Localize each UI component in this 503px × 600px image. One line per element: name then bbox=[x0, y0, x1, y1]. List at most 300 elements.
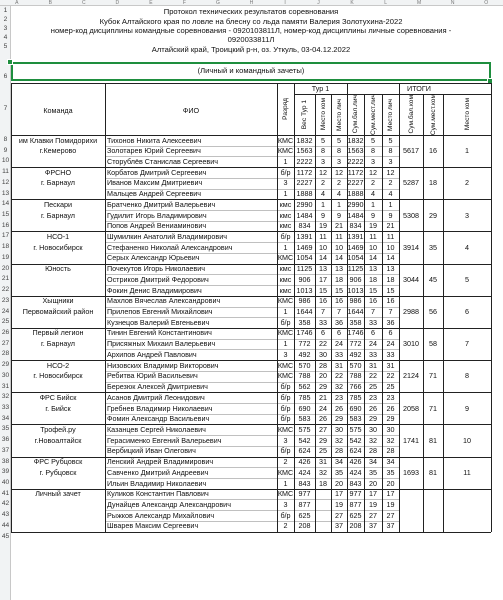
team-city[interactable]: г. Барнаул bbox=[41, 339, 75, 349]
participant-final-place[interactable]: 11 bbox=[386, 231, 395, 241]
participant-sum-points[interactable]: 766 bbox=[349, 382, 362, 392]
row-number[interactable]: 37 bbox=[1, 446, 10, 454]
participant-sum-places[interactable]: 13 bbox=[369, 264, 377, 274]
team-place[interactable]: 11 bbox=[463, 467, 471, 477]
participant-sum-places[interactable]: 20 bbox=[369, 478, 377, 488]
participant-rank[interactable]: б/р bbox=[280, 231, 291, 241]
participant-name[interactable]: Архипов Андрей Павлович bbox=[107, 349, 197, 359]
team-name[interactable]: Юность bbox=[45, 264, 71, 274]
participant-sum-places[interactable]: 24 bbox=[369, 339, 377, 349]
column-letter[interactable]: J bbox=[317, 0, 320, 5]
participant-sum-points[interactable]: 2990 bbox=[347, 199, 364, 209]
row-number[interactable]: 17 bbox=[1, 232, 10, 240]
team-sum-places[interactable]: 45 bbox=[429, 274, 437, 284]
column-letter[interactable]: B bbox=[48, 0, 52, 5]
participant-weight[interactable]: 788 bbox=[298, 371, 311, 381]
team-city[interactable]: г. Барнаул bbox=[41, 178, 75, 188]
row-number[interactable]: 6 bbox=[3, 73, 8, 80]
team-sum-places[interactable]: 16 bbox=[429, 146, 437, 156]
row-number[interactable]: 4 bbox=[3, 34, 8, 41]
participant-sum-places[interactable]: 11 bbox=[369, 231, 377, 241]
cell-selection[interactable] bbox=[11, 62, 491, 81]
participant-name[interactable]: Мальцев Андрей Сергеевич bbox=[107, 189, 202, 199]
participant-final-place[interactable]: 17 bbox=[386, 489, 395, 499]
team-place[interactable]: 8 bbox=[465, 371, 469, 381]
row-number[interactable]: 44 bbox=[1, 521, 10, 529]
participant-rank[interactable]: 2 bbox=[283, 457, 288, 467]
row-number[interactable]: 21 bbox=[1, 275, 10, 283]
participant-name[interactable]: Фокин Денис Владимирович bbox=[107, 285, 202, 295]
participant-name[interactable]: Савченко Дмитрий Андреевич bbox=[107, 467, 209, 477]
participant-sum-places[interactable]: 8 bbox=[371, 146, 375, 156]
participant-final-place[interactable]: 16 bbox=[386, 296, 395, 306]
team-sum-places[interactable]: 56 bbox=[429, 307, 437, 317]
team-sum-points[interactable]: 3914 bbox=[403, 242, 419, 252]
participant-team-place[interactable]: 28 bbox=[319, 360, 327, 370]
selection-handle[interactable] bbox=[7, 59, 13, 65]
team-place[interactable]: 6 bbox=[465, 307, 469, 317]
participant-rank[interactable]: кмс bbox=[279, 285, 292, 295]
participant-sum-points[interactable]: 1484 bbox=[347, 210, 364, 220]
participant-sum-points[interactable]: 788 bbox=[349, 371, 362, 381]
participant-sum-points[interactable]: 1832 bbox=[347, 135, 364, 145]
participant-weight[interactable]: 977 bbox=[298, 489, 311, 499]
participant-team-place[interactable]: 21 bbox=[319, 392, 327, 402]
participant-name[interactable]: Герасименко Евгений Валерьевич bbox=[107, 435, 222, 445]
row-number[interactable]: 24 bbox=[1, 307, 10, 315]
row-number[interactable]: 8 bbox=[3, 136, 8, 143]
participant-rank[interactable]: КМС bbox=[277, 360, 294, 370]
participant-final-place[interactable]: 25 bbox=[386, 382, 395, 392]
participant-sum-points[interactable]: 624 bbox=[349, 446, 362, 456]
participant-weight[interactable]: 426 bbox=[298, 457, 311, 467]
participant-sum-points[interactable]: 1013 bbox=[347, 285, 364, 295]
participant-personal-place[interactable]: 32 bbox=[335, 382, 343, 392]
row-number[interactable]: 45 bbox=[1, 532, 10, 540]
participant-rank[interactable]: б/р bbox=[280, 317, 291, 327]
participant-weight[interactable]: 877 bbox=[298, 499, 311, 509]
team-name[interactable]: ФРСНО bbox=[44, 167, 72, 177]
row-number[interactable]: 25 bbox=[1, 318, 10, 326]
participant-name[interactable]: Ленский Андрей Владимирович bbox=[107, 457, 214, 467]
participant-team-place[interactable]: 1 bbox=[321, 199, 325, 209]
participant-sum-places[interactable]: 18 bbox=[369, 274, 377, 284]
participant-rank[interactable]: б/р bbox=[280, 167, 291, 177]
team-sum-points[interactable]: 3010 bbox=[403, 339, 419, 349]
participant-rank[interactable]: 1 bbox=[283, 339, 288, 349]
participant-team-place[interactable]: 29 bbox=[319, 382, 327, 392]
participant-sum-places[interactable]: 31 bbox=[369, 360, 377, 370]
participant-rank[interactable]: 3 bbox=[283, 499, 288, 509]
participant-weight[interactable]: 1888 bbox=[296, 189, 313, 199]
participant-rank[interactable]: кмс bbox=[279, 274, 292, 284]
participant-rank[interactable]: б/р bbox=[280, 446, 291, 456]
participant-team-place[interactable]: 2 bbox=[321, 178, 325, 188]
participant-sum-places[interactable]: 6 bbox=[371, 328, 375, 338]
participant-personal-place[interactable]: 29 bbox=[335, 414, 343, 424]
participant-weight[interactable]: 562 bbox=[298, 382, 311, 392]
row-number[interactable]: 40 bbox=[1, 479, 10, 487]
participant-sum-points[interactable]: 625 bbox=[349, 510, 362, 520]
participant-personal-place[interactable]: 9 bbox=[337, 210, 341, 220]
participant-personal-place[interactable]: 24 bbox=[335, 339, 343, 349]
participant-rank[interactable]: 3 bbox=[283, 349, 288, 359]
participant-rank[interactable]: б/р bbox=[280, 510, 291, 520]
row-number[interactable]: 20 bbox=[1, 264, 10, 272]
participant-personal-place[interactable]: 27 bbox=[335, 510, 343, 520]
participant-sum-points[interactable]: 1746 bbox=[347, 328, 364, 338]
participant-weight[interactable]: 1832 bbox=[296, 135, 313, 145]
row-number[interactable]: 32 bbox=[1, 393, 10, 401]
row-number[interactable]: 27 bbox=[1, 339, 10, 347]
participant-name[interactable]: Попов Андрей Вениаминович bbox=[107, 221, 207, 231]
participant-name[interactable]: Кузнецов Валерий Евгеньевич bbox=[107, 317, 210, 327]
participant-weight[interactable]: 843 bbox=[298, 478, 311, 488]
participant-weight[interactable]: 424 bbox=[298, 467, 311, 477]
participant-final-place[interactable]: 34 bbox=[386, 457, 395, 467]
row-number[interactable]: 10 bbox=[1, 157, 10, 165]
participant-rank[interactable]: КМС bbox=[277, 253, 294, 263]
participant-sum-places[interactable]: 3 bbox=[371, 156, 375, 166]
row-number[interactable]: 18 bbox=[1, 243, 10, 251]
participant-final-place[interactable]: 24 bbox=[386, 339, 395, 349]
participant-rank[interactable]: 1 bbox=[283, 189, 288, 199]
participant-weight[interactable]: 1172 bbox=[296, 167, 313, 177]
participant-sum-places[interactable]: 28 bbox=[369, 446, 377, 456]
team-city[interactable]: г. Барнаул bbox=[41, 210, 75, 220]
participant-weight[interactable]: 2227 bbox=[296, 178, 313, 188]
team-city[interactable]: г. Новосибирск bbox=[33, 242, 83, 252]
row-number[interactable]: 11 bbox=[2, 168, 9, 176]
participant-sum-points[interactable]: 2222 bbox=[347, 156, 364, 166]
participant-team-place[interactable]: 14 bbox=[319, 253, 327, 263]
participant-personal-place[interactable]: 22 bbox=[335, 371, 343, 381]
participant-sum-points[interactable]: 583 bbox=[349, 414, 362, 424]
team-city[interactable]: г. Бийск bbox=[45, 403, 71, 413]
participant-name[interactable]: Фомин Александр Васильевич bbox=[107, 414, 210, 424]
row-number[interactable]: 42 bbox=[1, 500, 10, 508]
participant-personal-place[interactable]: 2 bbox=[337, 178, 341, 188]
team-name[interactable]: Личный зачет bbox=[35, 489, 81, 499]
participant-weight[interactable]: 1054 bbox=[296, 253, 313, 263]
participant-sum-points[interactable]: 1469 bbox=[347, 242, 364, 252]
row-number[interactable]: 33 bbox=[1, 404, 10, 411]
row-number[interactable]: 35 bbox=[1, 425, 10, 433]
participant-rank[interactable]: б/р bbox=[280, 392, 291, 402]
participant-team-place[interactable]: 33 bbox=[319, 317, 327, 327]
participant-final-place[interactable]: 7 bbox=[388, 307, 393, 317]
participant-weight[interactable]: 906 bbox=[298, 274, 311, 284]
row-number[interactable]: 12 bbox=[1, 178, 10, 186]
row-number[interactable]: 22 bbox=[1, 286, 10, 294]
participant-final-place[interactable]: 14 bbox=[386, 253, 395, 263]
team-place[interactable]: 7 bbox=[465, 339, 469, 349]
participant-sum-points[interactable]: 575 bbox=[349, 424, 362, 434]
team-sum-points[interactable]: 1693 bbox=[403, 467, 419, 477]
participant-final-place[interactable]: 2 bbox=[388, 178, 393, 188]
participant-personal-place[interactable]: 35 bbox=[335, 467, 343, 477]
participant-name[interactable]: Сторублёв Станислав Сергеевич bbox=[107, 156, 218, 166]
participant-team-place[interactable]: 5 bbox=[321, 135, 325, 145]
team-place[interactable]: 4 bbox=[465, 242, 469, 252]
participant-personal-place[interactable]: 6 bbox=[337, 328, 341, 338]
participant-personal-place[interactable]: 3 bbox=[337, 156, 341, 166]
participant-sum-places[interactable]: 33 bbox=[369, 349, 377, 359]
row-number[interactable]: 3 bbox=[3, 25, 8, 32]
participant-sum-points[interactable]: 843 bbox=[349, 478, 362, 488]
participant-weight[interactable]: 785 bbox=[298, 392, 311, 402]
participant-personal-place[interactable]: 7 bbox=[337, 307, 341, 317]
participant-rank[interactable]: КМС bbox=[277, 328, 294, 338]
participant-weight[interactable]: 2222 bbox=[296, 156, 313, 166]
participant-team-place[interactable]: 11 bbox=[319, 231, 327, 241]
team-place[interactable]: 1 bbox=[465, 146, 469, 156]
participant-weight[interactable]: 834 bbox=[298, 221, 311, 231]
participant-name[interactable]: Прилепов Евгений Михайлович bbox=[107, 307, 213, 317]
participant-name[interactable]: Корбатов Дмитрий Сергеевич bbox=[107, 167, 207, 177]
participant-weight[interactable]: 1484 bbox=[296, 210, 313, 220]
participant-sum-places[interactable]: 1 bbox=[371, 199, 375, 209]
row-number[interactable]: 7 bbox=[3, 105, 8, 112]
participant-sum-points[interactable]: 877 bbox=[349, 499, 362, 509]
participant-final-place[interactable]: 9 bbox=[388, 210, 393, 220]
participant-personal-place[interactable]: 16 bbox=[335, 296, 343, 306]
team-sum-places[interactable]: 71 bbox=[429, 403, 437, 413]
participant-name[interactable]: Казанцев Сергей Николаевич bbox=[107, 424, 206, 434]
team-sum-places[interactable]: 29 bbox=[429, 210, 437, 220]
participant-personal-place[interactable]: 32 bbox=[335, 435, 343, 445]
participant-team-place[interactable]: 29 bbox=[319, 435, 327, 445]
participant-sum-points[interactable]: 1125 bbox=[347, 264, 364, 274]
participant-name[interactable]: Остриков Дмитрий Федорович bbox=[107, 274, 209, 284]
column-letter[interactable]: C bbox=[82, 0, 86, 5]
participant-weight[interactable]: 542 bbox=[298, 435, 311, 445]
row-number[interactable]: 19 bbox=[1, 253, 10, 261]
participant-rank[interactable]: 2 bbox=[283, 521, 288, 531]
participant-team-place[interactable]: 25 bbox=[319, 446, 327, 456]
team-sum-points[interactable]: 2058 bbox=[403, 403, 419, 413]
participant-final-place[interactable]: 35 bbox=[386, 467, 395, 477]
column-letter[interactable]: E bbox=[149, 0, 153, 5]
participant-name[interactable]: Вербицкий Иван Олегович bbox=[107, 446, 196, 456]
participant-team-place[interactable]: 13 bbox=[319, 264, 327, 274]
participant-rank[interactable]: 3 bbox=[283, 435, 288, 445]
participant-team-place[interactable]: 16 bbox=[319, 296, 327, 306]
participant-sum-places[interactable]: 16 bbox=[369, 296, 377, 306]
participant-sum-places[interactable]: 35 bbox=[369, 467, 377, 477]
row-number[interactable]: 5 bbox=[3, 43, 8, 50]
participant-team-place[interactable]: 27 bbox=[319, 424, 327, 434]
participant-final-place[interactable]: 5 bbox=[388, 135, 393, 145]
row-number[interactable]: 14 bbox=[1, 200, 10, 208]
team-sum-places[interactable]: 35 bbox=[429, 242, 437, 252]
row-number[interactable]: 38 bbox=[1, 457, 10, 465]
row-number[interactable]: 28 bbox=[1, 350, 10, 358]
participant-personal-place[interactable]: 11 bbox=[335, 231, 343, 241]
participant-team-place[interactable]: 12 bbox=[319, 167, 327, 177]
participant-personal-place[interactable]: 33 bbox=[335, 349, 343, 359]
participant-personal-place[interactable]: 4 bbox=[337, 189, 341, 199]
participant-weight[interactable]: 358 bbox=[298, 317, 311, 327]
row-number[interactable]: 43 bbox=[1, 511, 10, 519]
participant-final-place[interactable]: 31 bbox=[386, 360, 395, 370]
participant-sum-places[interactable]: 10 bbox=[369, 242, 377, 252]
participant-sum-places[interactable]: 26 bbox=[369, 403, 377, 413]
participant-name[interactable]: Рыжков Александр Михайлович bbox=[107, 510, 215, 520]
participant-team-place[interactable]: 20 bbox=[319, 371, 327, 381]
participant-final-place[interactable]: 22 bbox=[386, 371, 395, 381]
participant-final-place[interactable]: 6 bbox=[388, 328, 393, 338]
participant-sum-places[interactable]: 15 bbox=[369, 285, 377, 295]
participant-personal-place[interactable]: 21 bbox=[335, 221, 343, 231]
column-letter[interactable]: K bbox=[350, 0, 354, 5]
participant-sum-places[interactable]: 14 bbox=[369, 253, 377, 263]
participant-name[interactable]: Махлов Вячеслав Александрович bbox=[107, 296, 221, 306]
participant-sum-places[interactable]: 9 bbox=[371, 210, 375, 220]
team-place[interactable]: 3 bbox=[465, 210, 469, 220]
participant-personal-place[interactable]: 26 bbox=[335, 403, 343, 413]
participant-personal-place[interactable]: 17 bbox=[335, 489, 343, 499]
participant-name[interactable]: Тихонов Никита Алексеевич bbox=[107, 135, 202, 145]
participant-sum-places[interactable]: 2 bbox=[371, 178, 375, 188]
participant-weight[interactable]: 1469 bbox=[296, 242, 313, 252]
participant-name[interactable]: Куликов Константин Павлович bbox=[107, 489, 209, 499]
participant-rank[interactable]: б/р bbox=[280, 414, 291, 424]
participant-sum-points[interactable]: 1644 bbox=[347, 307, 364, 317]
participant-rank[interactable]: КМС bbox=[277, 371, 294, 381]
team-sum-points[interactable]: 5617 bbox=[403, 146, 419, 156]
team-sum-points[interactable]: 5308 bbox=[403, 210, 419, 220]
participant-sum-places[interactable]: 32 bbox=[369, 435, 377, 445]
participant-team-place[interactable]: 26 bbox=[319, 414, 327, 424]
team-name[interactable]: Хыщники bbox=[42, 296, 74, 306]
participant-rank[interactable]: 1 bbox=[283, 242, 288, 252]
participant-weight[interactable]: 772 bbox=[298, 339, 311, 349]
participant-final-place[interactable]: 21 bbox=[386, 221, 395, 231]
participant-sum-places[interactable]: 34 bbox=[369, 457, 377, 467]
participant-sum-places[interactable]: 7 bbox=[371, 307, 375, 317]
participant-sum-places[interactable]: 30 bbox=[369, 424, 377, 434]
row-number[interactable]: 34 bbox=[1, 414, 10, 422]
participant-final-place[interactable]: 20 bbox=[386, 478, 395, 488]
team-name[interactable]: НСО-1 bbox=[46, 231, 70, 241]
row-number[interactable]: 23 bbox=[1, 296, 10, 304]
team-name[interactable]: Пескари bbox=[43, 199, 73, 209]
participant-sum-points[interactable]: 977 bbox=[349, 489, 362, 499]
participant-name[interactable]: Березюк Алексей Дмитриевич bbox=[107, 382, 208, 392]
participant-weight[interactable]: 1746 bbox=[296, 328, 313, 338]
participant-sum-points[interactable]: 358 bbox=[349, 317, 362, 327]
participant-name[interactable]: Ильин Владимир Николаевич bbox=[107, 478, 207, 488]
participant-sum-points[interactable]: 570 bbox=[349, 360, 362, 370]
participant-personal-place[interactable]: 19 bbox=[335, 499, 343, 509]
participant-sum-points[interactable]: 986 bbox=[349, 296, 362, 306]
participant-rank[interactable]: кмс bbox=[279, 199, 292, 209]
participant-weight[interactable]: 1013 bbox=[296, 285, 313, 295]
team-city[interactable]: Первомайский район bbox=[22, 307, 94, 317]
row-number[interactable]: 36 bbox=[1, 436, 10, 444]
participant-final-place[interactable]: 23 bbox=[386, 392, 395, 402]
participant-weight[interactable]: 2990 bbox=[296, 199, 313, 209]
participant-weight[interactable]: 583 bbox=[298, 414, 311, 424]
participant-team-place[interactable]: 9 bbox=[321, 210, 325, 220]
team-city[interactable]: г. Новосибирск bbox=[33, 371, 83, 381]
row-number[interactable]: 9 bbox=[3, 146, 8, 154]
column-letter[interactable]: A bbox=[15, 0, 19, 5]
participant-personal-place[interactable]: 8 bbox=[337, 146, 341, 156]
participant-team-place[interactable]: 4 bbox=[321, 189, 325, 199]
participant-personal-place[interactable]: 36 bbox=[335, 317, 343, 327]
participant-sum-places[interactable]: 4 bbox=[371, 189, 375, 199]
participant-weight[interactable]: 625 bbox=[298, 510, 311, 520]
participant-name[interactable]: Ребитва Юрий Васильевич bbox=[107, 371, 198, 381]
team-place[interactable]: 2 bbox=[465, 178, 469, 188]
team-sum-points[interactable]: 2124 bbox=[403, 371, 419, 381]
participant-final-place[interactable]: 1 bbox=[388, 199, 393, 209]
participant-team-place[interactable]: 17 bbox=[319, 274, 327, 284]
participant-sum-points[interactable]: 542 bbox=[349, 435, 362, 445]
participant-sum-places[interactable]: 12 bbox=[369, 167, 377, 177]
participant-personal-place[interactable]: 20 bbox=[335, 478, 343, 488]
team-name[interactable]: ФРС Бийск bbox=[39, 392, 77, 402]
spreadsheet-grid[interactable] bbox=[11, 6, 503, 600]
team-name[interactable]: НСО-2 bbox=[46, 360, 70, 370]
participant-weight[interactable]: 624 bbox=[298, 446, 311, 456]
participant-final-place[interactable]: 8 bbox=[388, 146, 393, 156]
participant-final-place[interactable]: 4 bbox=[388, 189, 393, 199]
participant-weight[interactable]: 1125 bbox=[296, 264, 313, 274]
participant-personal-place[interactable]: 12 bbox=[335, 167, 343, 177]
participant-sum-places[interactable]: 27 bbox=[369, 510, 377, 520]
team-sum-places[interactable]: 18 bbox=[429, 178, 437, 188]
participant-rank[interactable]: кмс bbox=[279, 264, 292, 274]
participant-rank[interactable]: КМС bbox=[277, 467, 294, 477]
participant-final-place[interactable]: 19 bbox=[386, 499, 395, 509]
participant-personal-place[interactable]: 13 bbox=[335, 264, 343, 274]
participant-name[interactable]: Низовских Владимир Викторович bbox=[107, 360, 219, 370]
participant-team-place[interactable]: 10 bbox=[319, 242, 327, 252]
participant-personal-place[interactable]: 14 bbox=[335, 253, 343, 263]
participant-team-place[interactable]: 19 bbox=[319, 221, 327, 231]
participant-name[interactable]: Тинин Евгений Константинович bbox=[107, 328, 212, 338]
participant-team-place[interactable]: 30 bbox=[319, 349, 327, 359]
participant-rank[interactable]: КМС bbox=[277, 424, 294, 434]
participant-rank[interactable]: 1 bbox=[283, 156, 288, 166]
participant-final-place[interactable]: 32 bbox=[386, 435, 395, 445]
participant-rank[interactable]: б/р bbox=[280, 403, 291, 413]
participant-team-place[interactable]: 18 bbox=[319, 478, 327, 488]
participant-name[interactable]: Шварев Максим Сергеевич bbox=[107, 521, 199, 531]
column-letter[interactable]: M bbox=[417, 0, 422, 5]
team-sum-places[interactable]: 81 bbox=[429, 435, 437, 445]
row-number[interactable]: 1 bbox=[3, 7, 8, 14]
participant-team-place[interactable]: 22 bbox=[319, 339, 327, 349]
participant-rank[interactable]: КМС bbox=[277, 146, 294, 156]
row-number[interactable]: 13 bbox=[1, 189, 10, 197]
participant-weight[interactable]: 208 bbox=[298, 521, 311, 531]
row-number[interactable]: 39 bbox=[1, 468, 10, 476]
participant-personal-place[interactable]: 37 bbox=[335, 521, 343, 531]
participant-sum-places[interactable]: 17 bbox=[369, 489, 377, 499]
participant-final-place[interactable]: 26 bbox=[386, 403, 395, 413]
participant-final-place[interactable]: 13 bbox=[386, 264, 395, 274]
participant-team-place[interactable]: 15 bbox=[319, 285, 327, 295]
participant-sum-points[interactable]: 690 bbox=[349, 403, 362, 413]
participant-personal-place[interactable]: 5 bbox=[337, 135, 341, 145]
participant-rank[interactable]: кмс bbox=[279, 221, 292, 231]
participant-sum-points[interactable]: 906 bbox=[349, 274, 362, 284]
participant-team-place[interactable]: 3 bbox=[321, 156, 325, 166]
